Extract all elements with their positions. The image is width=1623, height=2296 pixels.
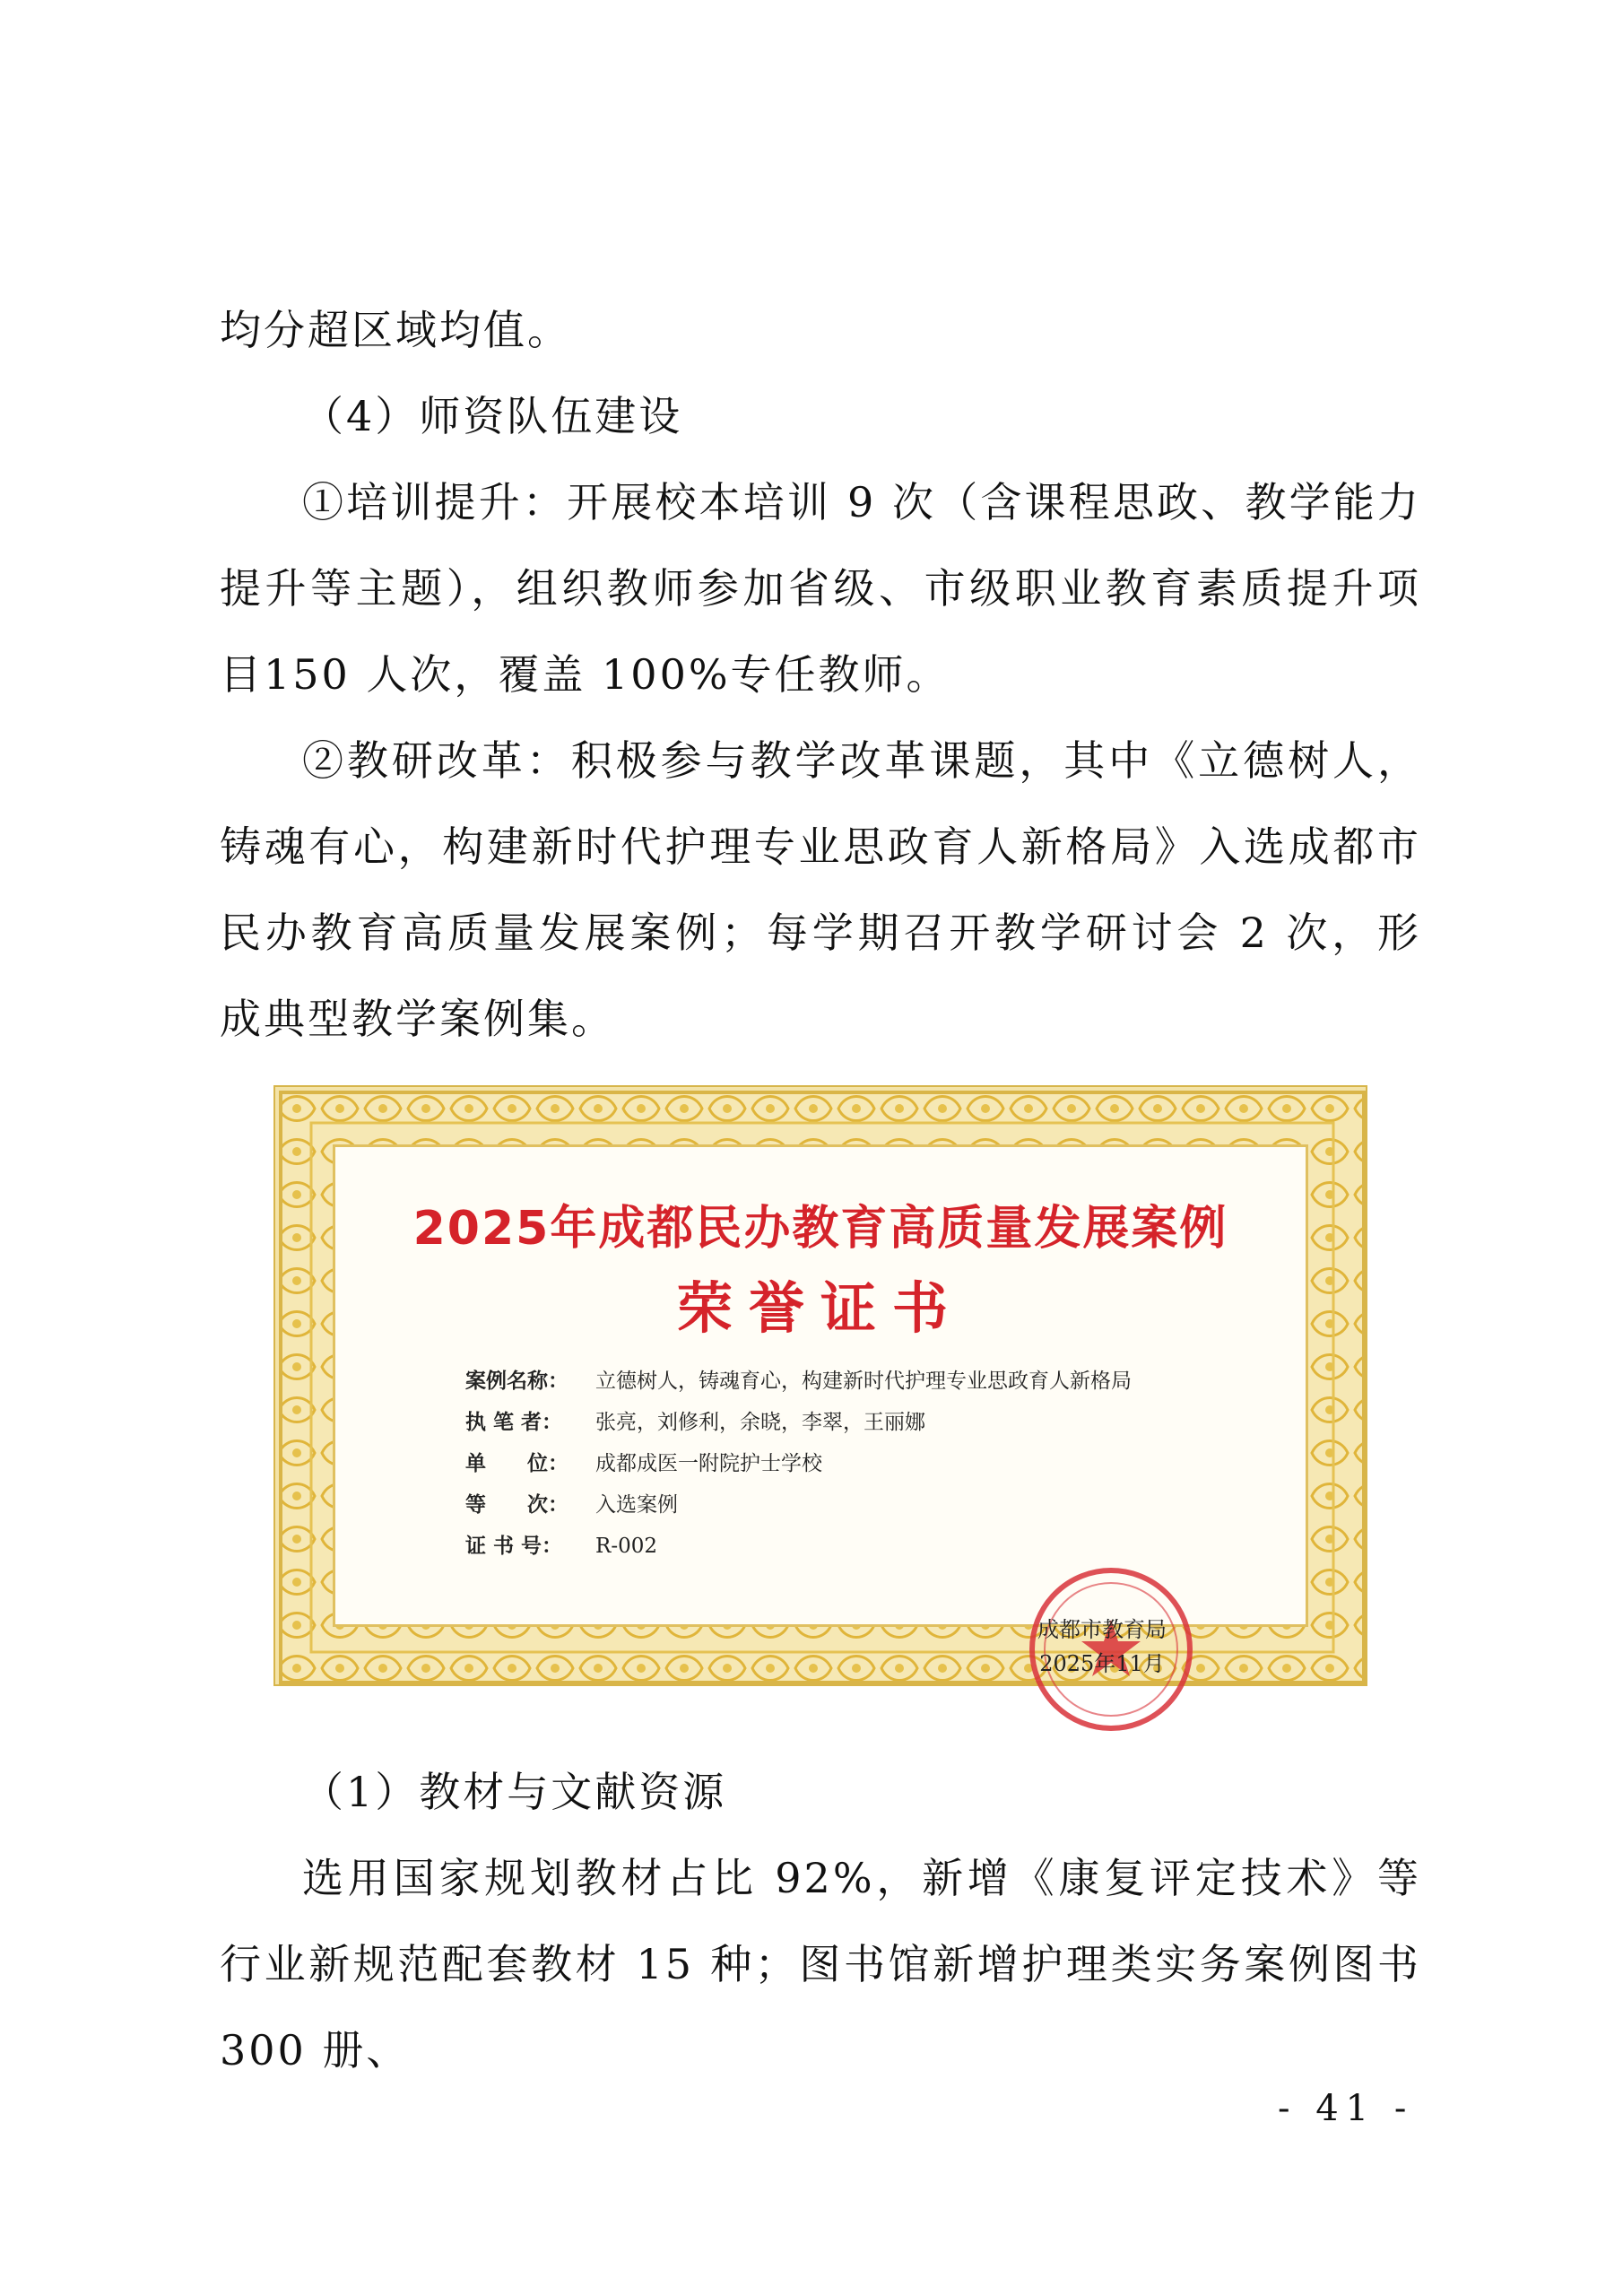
issue-date: 2025年11月 [1039,1651,1165,1676]
field-value: 入选案例 [595,1493,678,1517]
issuer-name: 成都市教育局 [1037,1617,1167,1642]
heading-teacher-team: （4）师资队伍建设 [302,392,683,440]
field-value: 立德树人，铸魂育心，构建新时代护理专业思政育人新格局 [595,1370,1132,1393]
field-row-cert-no [465,1526,1132,1567]
field-value: 成都成医一附院护士学校 [595,1452,822,1475]
certificate-fields [465,1361,1132,1567]
paragraph-intro: 均分超区域均值。 [220,306,571,354]
field-label: 执 笔 者： [465,1411,563,1434]
certificate-inner-panel [333,1144,1308,1676]
field-label: 案例名称： [465,1370,568,1393]
page-number: - 41 - [1278,2088,1414,2129]
honor-certificate [273,1085,1367,1686]
field-label: 证 书 号： [465,1535,563,1558]
paragraph-research: ②教研改革：积极参与教学改革课题，其中《立德树人，铸魂有心，构建新时代护理专业思政育人新格局》入选成都市民办教育高质量发展案例；每学期召开教学研讨会 2 次，形成典型教学案例集。 [220,736,1421,1043]
certificate-title: 2025年成都民办教育高质量发展案例 [412,1202,1228,1256]
field-row-case-name [465,1361,1132,1402]
field-row-authors [465,1402,1132,1443]
field-row-unit [465,1443,1132,1484]
certificate-subtitle: 荣誉证书 [676,1275,964,1341]
field-label: 等 次： [465,1493,568,1517]
field-value: R-002 [595,1535,657,1558]
field-row-grade [465,1484,1132,1526]
heading-textbooks: （1）教材与文献资源 [302,1768,727,1816]
paragraph-training: ①培训提升：开展校本培训 9 次（含课程思政、教学能力提升等主题），组织教师参加省级、市级职业教育素质提升项目150 人次，覆盖 100%专任教师。 [220,478,1421,699]
field-value: 张亮，刘修利，余晓，李翠，王丽娜 [595,1411,925,1434]
paragraph-textbooks: 选用国家规划教材占比 92%，新增《康复评定技术》等行业新规范配套教材 15 种；图书馆新增护理类实务案例图书 300 册、 [220,1854,1421,2074]
field-label: 单 位： [465,1452,568,1475]
